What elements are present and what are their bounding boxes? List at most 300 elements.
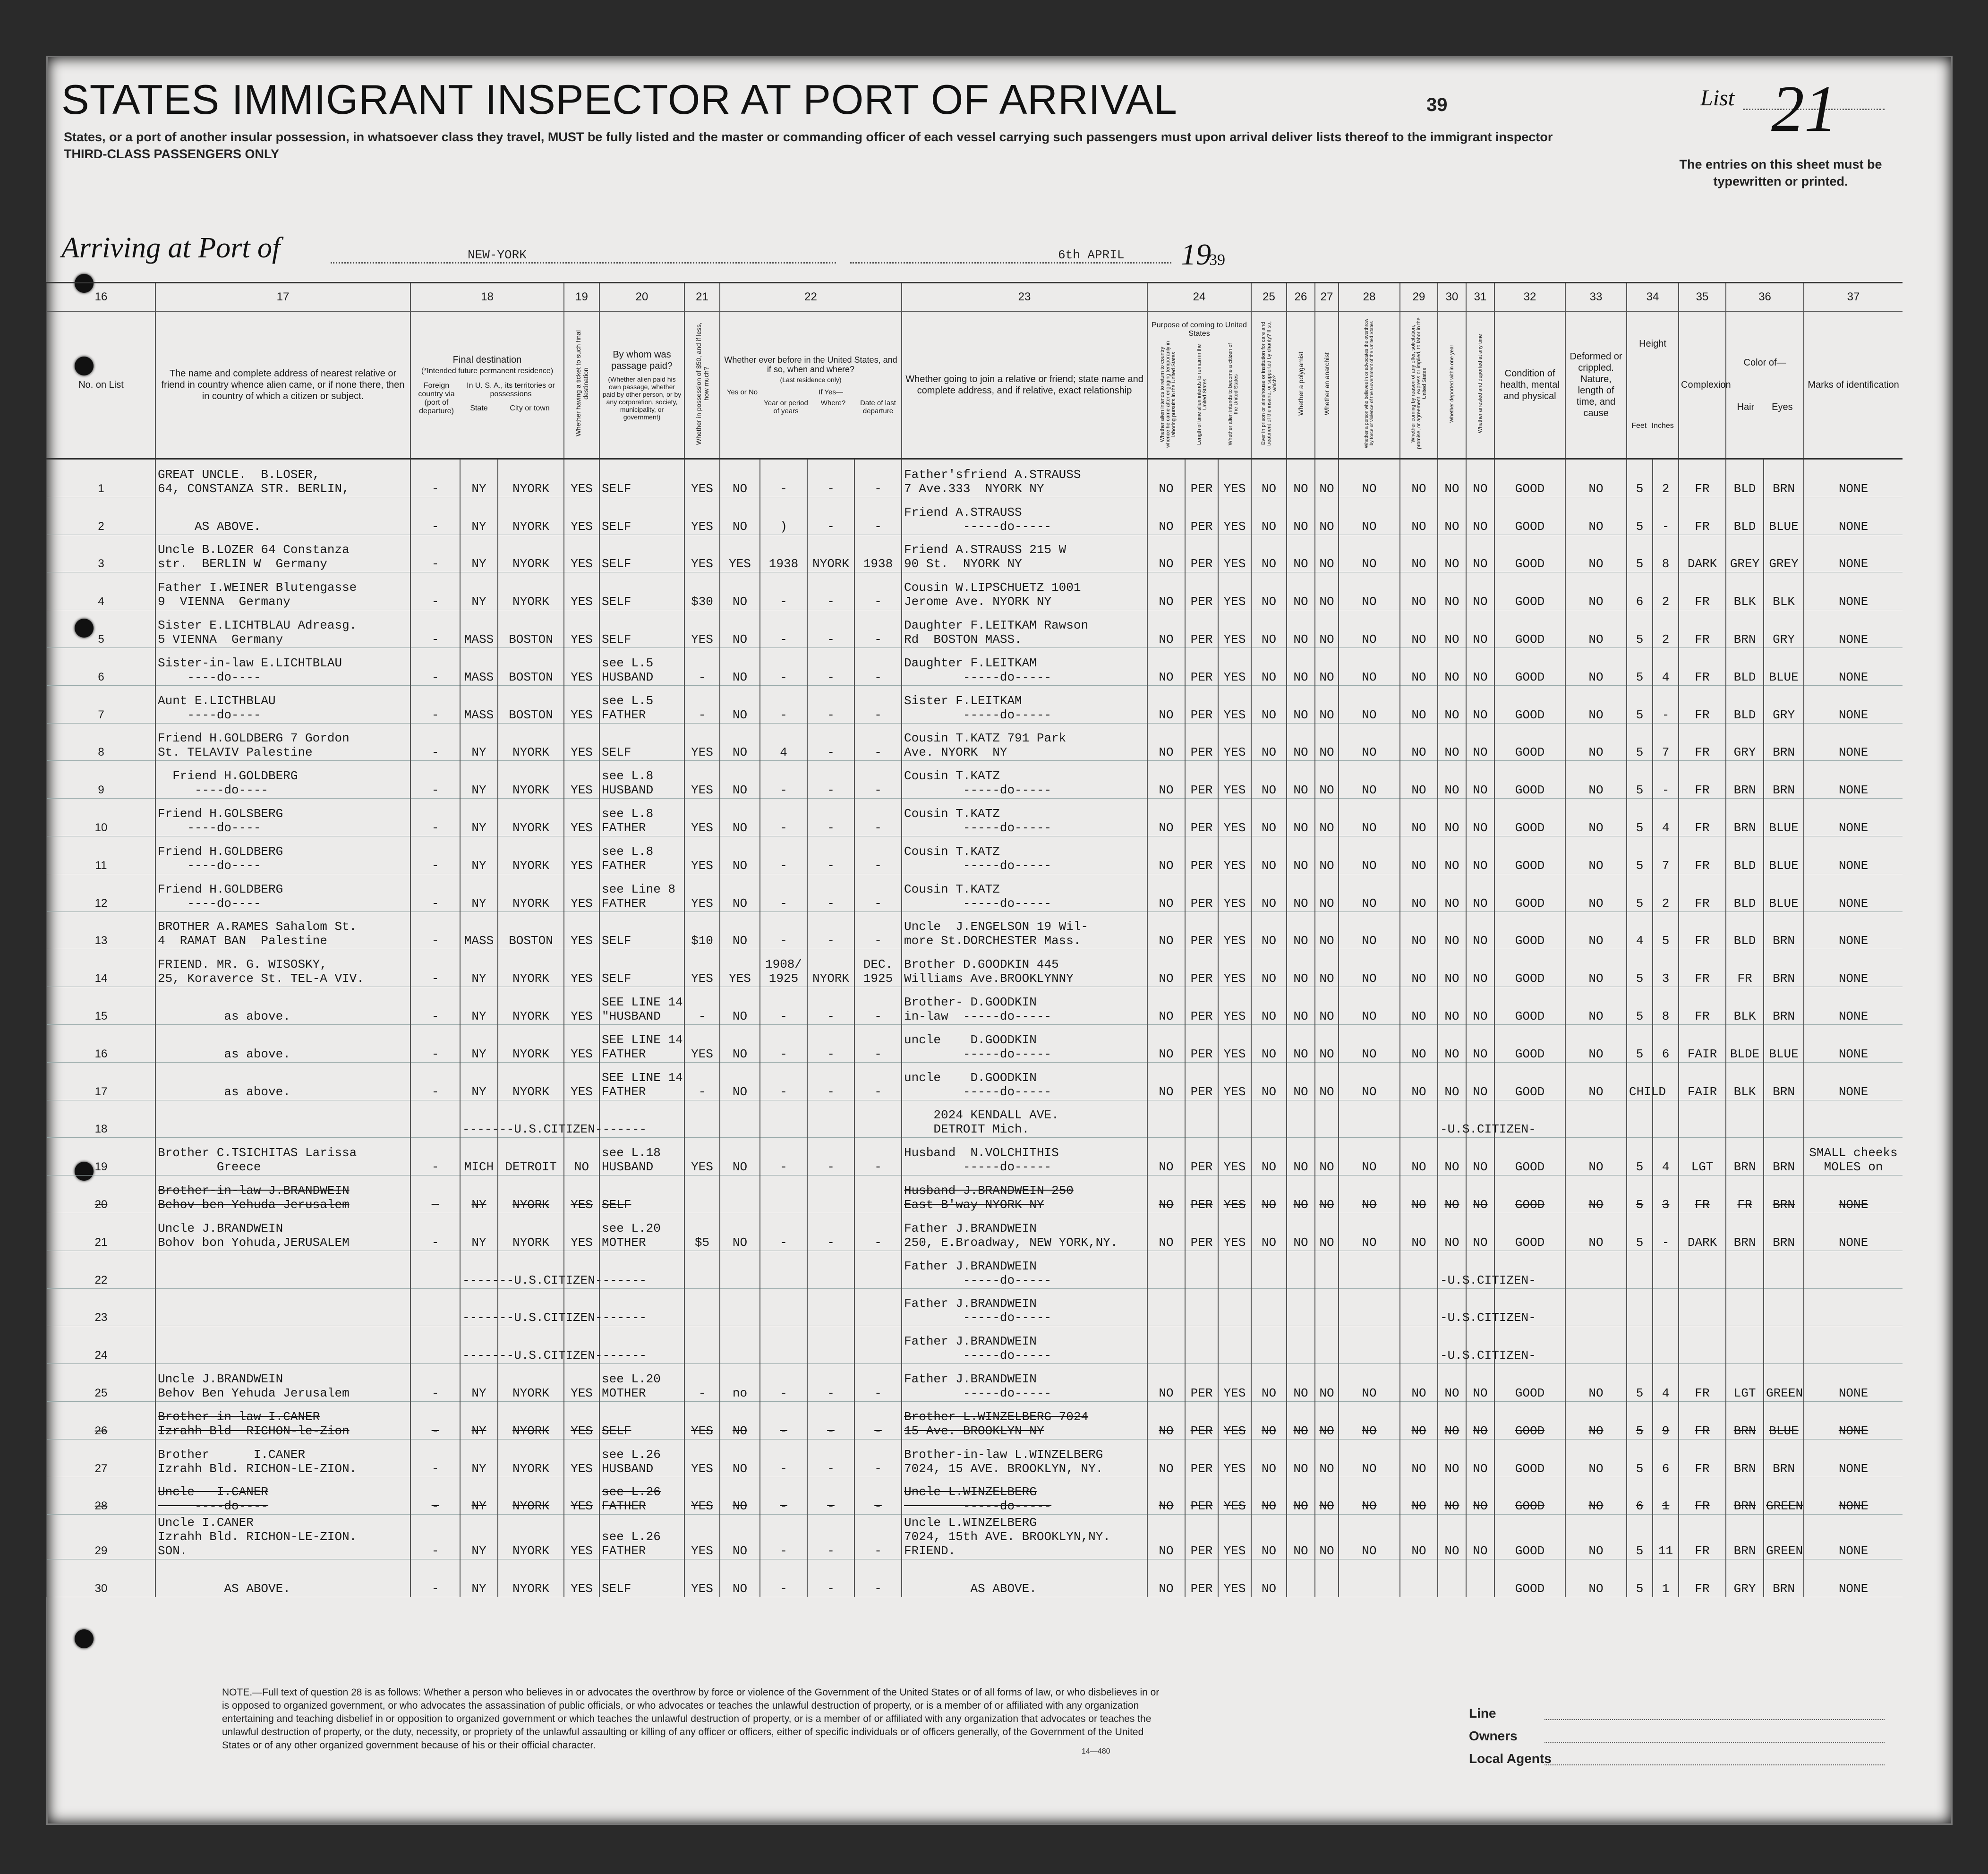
paid-by-cell: see L.26 FATHER	[599, 1515, 684, 1559]
feet-cell: 5	[1627, 1024, 1653, 1062]
departure-cell: -	[854, 1439, 902, 1477]
colnum-17: 17	[155, 283, 410, 312]
feet-cell: 5	[1627, 987, 1653, 1025]
city-cell: DETROIT	[498, 1138, 564, 1176]
where-cell: -	[807, 874, 854, 911]
inches-cell: 6	[1653, 1024, 1679, 1062]
ticket-cell: NO	[564, 1138, 599, 1176]
complexion-cell: FR	[1679, 1477, 1726, 1515]
anarchist-cell: NO	[1315, 1364, 1339, 1402]
purpose-length-cell: PER	[1185, 1176, 1218, 1213]
purpose-citizen-cell: YES	[1218, 723, 1251, 761]
state-cell: NY	[460, 874, 498, 911]
years-cell: -	[760, 647, 807, 685]
relative-cell: Friend H.GOLDBERG ----do----	[155, 874, 410, 911]
paid-by-cell: see L.26 HUSBAND	[599, 1439, 684, 1477]
labor-cell: NO	[1400, 987, 1438, 1025]
purpose-citizen-cell: YES	[1218, 459, 1251, 497]
prison-cell	[1251, 1288, 1287, 1326]
before-cell: NO	[720, 799, 760, 836]
deported-any-cell: NO	[1466, 647, 1494, 685]
complexion-cell	[1679, 1288, 1726, 1326]
departure-cell: -	[854, 1024, 902, 1062]
deformed-cell: NO	[1565, 497, 1627, 535]
purpose-return-cell: NO	[1147, 497, 1185, 535]
health-cell: GOOD	[1494, 1559, 1565, 1597]
marks-cell: NONE	[1804, 836, 1903, 874]
table-row	[47, 535, 1903, 572]
eyes-cell: GRY	[1764, 610, 1804, 648]
colnum-27: 27	[1315, 283, 1339, 312]
ticket-cell: YES	[564, 572, 599, 610]
ticket-cell: YES	[564, 685, 599, 723]
head-deformed: Deformed or crippled. Nature, length of time, and cause	[1565, 311, 1627, 459]
colnum-28: 28	[1339, 283, 1400, 312]
where-cell: -	[807, 647, 854, 685]
money-cell: YES	[684, 723, 720, 761]
polygamist-cell	[1287, 1288, 1315, 1326]
q28-cell: NO	[1339, 949, 1400, 987]
purpose-length-cell: PER	[1185, 874, 1218, 911]
foreign-country-cell: -	[410, 459, 460, 497]
purpose-citizen-cell: YES	[1218, 1559, 1251, 1597]
years-cell	[760, 1326, 807, 1364]
health-cell: GOOD	[1494, 1439, 1565, 1477]
deported-year-cell: NO	[1438, 647, 1466, 685]
table-row	[47, 1288, 1903, 1326]
eyes-cell: BLUE	[1764, 1401, 1804, 1439]
years-cell: -	[760, 987, 807, 1025]
health-cell: GOOD	[1494, 836, 1565, 874]
feet-cell: CHILD	[1627, 1062, 1653, 1100]
prison-cell	[1251, 1326, 1287, 1364]
deported-any-cell: NO	[1466, 1213, 1494, 1251]
paid-by-cell: SELF	[599, 949, 684, 987]
no-cell: 1	[47, 459, 155, 497]
health-cell: GOOD	[1494, 1024, 1565, 1062]
deformed-cell: NO	[1565, 911, 1627, 949]
list-label: List	[1700, 85, 1735, 111]
prison-cell: NO	[1251, 1515, 1287, 1559]
before-cell: NO	[720, 874, 760, 911]
anarchist-cell	[1315, 1251, 1339, 1288]
health-cell: GOOD	[1494, 1062, 1565, 1100]
foreign-country-cell: -	[410, 1364, 460, 1402]
state-cell: NY	[460, 572, 498, 610]
no-cell: 8	[47, 723, 155, 761]
where-cell: -	[807, 1515, 854, 1559]
departure-cell: -	[854, 1401, 902, 1439]
relative-cell: AS ABOVE.	[155, 1559, 410, 1597]
foreign-country-cell: -	[410, 1401, 460, 1439]
state-cell: -------U.S.CITIZEN-------	[460, 1251, 498, 1288]
prison-cell: NO	[1251, 647, 1287, 685]
colnum-36: 36	[1726, 283, 1804, 312]
head-final-destination	[410, 311, 564, 459]
ticket-cell: YES	[564, 535, 599, 572]
head-purpose-title: Purpose of coming to United States	[1152, 321, 1247, 338]
purpose-citizen-cell: YES	[1218, 1062, 1251, 1100]
polygamist-cell: NO	[1287, 1138, 1315, 1176]
table-row	[47, 1100, 1903, 1138]
no-cell: 2	[47, 497, 155, 535]
head-q28	[1339, 311, 1400, 459]
purpose-return-cell: NO	[1147, 1401, 1185, 1439]
paid-by-cell: SELF	[599, 610, 684, 648]
deported-any-cell: NO	[1466, 1439, 1494, 1477]
deported-any-cell: NO	[1466, 911, 1494, 949]
years-cell	[760, 1100, 807, 1138]
paid-by-cell: SELF	[599, 723, 684, 761]
money-cell: YES	[684, 874, 720, 911]
inches-cell: -	[1653, 497, 1679, 535]
eyes-cell: BRN	[1764, 911, 1804, 949]
deported-any-cell: NO	[1466, 497, 1494, 535]
purpose-return-cell: NO	[1147, 1062, 1185, 1100]
deported-year-cell: NO	[1438, 911, 1466, 949]
purpose-length-cell	[1185, 1100, 1218, 1138]
foreign-country-cell: -	[410, 1477, 460, 1515]
deformed-cell: NO	[1565, 1213, 1627, 1251]
hair-cell: BLD	[1726, 647, 1764, 685]
joining-cell: 2024 KENDALL AVE. DETROIT Mich.	[902, 1100, 1147, 1138]
before-cell: NO	[720, 1213, 760, 1251]
table-row	[47, 836, 1903, 874]
deformed-cell: NO	[1565, 1515, 1627, 1559]
inches-cell: 6	[1653, 1439, 1679, 1477]
feet-cell: 5	[1627, 610, 1653, 648]
polygamist-cell	[1287, 1100, 1315, 1138]
no-cell: 18	[47, 1100, 155, 1138]
hair-cell: BRN	[1726, 1401, 1764, 1439]
polygamist-cell: NO	[1287, 535, 1315, 572]
ticket-cell: YES	[564, 723, 599, 761]
inches-cell	[1653, 1326, 1679, 1364]
deported-year-cell: NO	[1438, 1176, 1466, 1213]
feet-cell: 5	[1627, 1138, 1653, 1176]
labor-cell: NO	[1400, 911, 1438, 949]
colnum-35: 35	[1679, 283, 1726, 312]
head-q28-text: Whether a person who believes in or advocates the overthrow by force or violence of the Government of the United States	[1364, 318, 1375, 449]
no-cell: 25	[47, 1364, 155, 1402]
prison-cell: NO	[1251, 497, 1287, 535]
departure-cell: -	[854, 647, 902, 685]
q28-cell	[1339, 1251, 1400, 1288]
relative-cell: GREAT UNCLE. B.LOSER, 64, CONSTANZA STR. BERLIN,	[155, 459, 410, 497]
eyes-cell: BRN	[1764, 1176, 1804, 1213]
purpose-return-cell: NO	[1147, 987, 1185, 1025]
marks-cell: NONE	[1804, 949, 1903, 987]
polygamist-cell: NO	[1287, 799, 1315, 836]
head-state: State	[470, 404, 488, 412]
purpose-citizen-cell: YES	[1218, 1477, 1251, 1515]
deported-year-cell: NO	[1438, 1213, 1466, 1251]
deported-year-cell: -U.S.CITIZEN-	[1438, 1288, 1466, 1326]
deported-year-cell: NO	[1438, 761, 1466, 799]
marks-cell	[1804, 1326, 1903, 1364]
anarchist-cell	[1315, 1326, 1339, 1364]
eyes-cell: BLUE	[1764, 497, 1804, 535]
deported-any-cell: NO	[1466, 1024, 1494, 1062]
purpose-return-cell: NO	[1147, 610, 1185, 648]
deported-any-cell	[1466, 1559, 1494, 1597]
deported-any-cell: NO	[1466, 1062, 1494, 1100]
colnum-16: 16	[47, 283, 155, 312]
hair-cell: GRY	[1726, 1559, 1764, 1597]
labor-cell: NO	[1400, 723, 1438, 761]
q28-cell: NO	[1339, 647, 1400, 685]
marks-cell: NONE	[1804, 1515, 1903, 1559]
q28-cell: NO	[1339, 836, 1400, 874]
q28-cell: NO	[1339, 1401, 1400, 1439]
labor-cell: NO	[1400, 497, 1438, 535]
purpose-return-cell: NO	[1147, 1515, 1185, 1559]
departure-cell: -	[854, 572, 902, 610]
no-cell: 22	[47, 1251, 155, 1288]
purpose-return-cell: NO	[1147, 1213, 1185, 1251]
anarchist-cell: NO	[1315, 723, 1339, 761]
head-final-destination-title: Final destination	[452, 355, 522, 365]
stamp-number: 39	[1426, 94, 1448, 115]
money-cell: YES	[684, 1401, 720, 1439]
table-row	[47, 1401, 1903, 1439]
eyes-cell: BRN	[1764, 723, 1804, 761]
money-cell	[684, 1100, 720, 1138]
purpose-return-cell: NO	[1147, 685, 1185, 723]
before-cell	[720, 1100, 760, 1138]
eyes-cell: GREEN	[1764, 1364, 1804, 1402]
money-cell: YES	[684, 1477, 720, 1515]
city-cell: NYORK	[498, 535, 564, 572]
no-cell: 26	[47, 1401, 155, 1439]
deported-year-cell: -U.S.CITIZEN-	[1438, 1326, 1466, 1364]
head-if-yes: If Yes—	[819, 388, 843, 396]
relative-cell: BROTHER A.RAMES Sahalom St. 4 RAMAT BAN Palestine	[155, 911, 410, 949]
city-cell: NYORK	[498, 572, 564, 610]
city-cell: BOSTON	[498, 610, 564, 648]
where-cell: NYORK	[807, 535, 854, 572]
no-cell: 20	[47, 1176, 155, 1213]
manifest-table-wrapper	[46, 282, 1903, 1699]
joining-cell: Friend A.STRAUSS 215 W 90 St. NYORK NY	[902, 535, 1147, 572]
head-fifty-dollars-text: Whether in possession of $50, and if less, how much?	[694, 322, 710, 445]
feet-cell	[1627, 1288, 1653, 1326]
eyes-cell: BRN	[1764, 1062, 1804, 1100]
q28-cell: NO	[1339, 459, 1400, 497]
ticket-cell: YES	[564, 1515, 599, 1559]
before-cell: NO	[720, 610, 760, 648]
prison-cell: NO	[1251, 1138, 1287, 1176]
joining-cell: uncle D.GOODKIN -----do-----	[902, 1062, 1147, 1100]
deformed-cell: NO	[1565, 1439, 1627, 1477]
head-fifty-dollars	[684, 311, 720, 459]
prison-cell: NO	[1251, 723, 1287, 761]
foreign-country-cell: -	[410, 1024, 460, 1062]
marks-cell: NONE	[1804, 1401, 1903, 1439]
ticket-cell: YES	[564, 874, 599, 911]
relative-cell: Uncle I.CANER Izrahh Bld. RICHON-LE-ZION. SON.	[155, 1515, 410, 1559]
head-color-title: Color of—	[1743, 358, 1786, 368]
city-cell: NYORK	[498, 1559, 564, 1597]
no-cell: 11	[47, 836, 155, 874]
before-cell: NO	[720, 1477, 760, 1515]
marks-cell: NONE	[1804, 572, 1903, 610]
no-cell: 14	[47, 949, 155, 987]
complexion-cell: FR	[1679, 459, 1726, 497]
years-cell: -	[760, 1364, 807, 1402]
years-cell: -	[760, 610, 807, 648]
anarchist-cell	[1315, 1559, 1339, 1597]
anarchist-cell: NO	[1315, 647, 1339, 685]
head-deported-year	[1438, 311, 1466, 459]
labor-cell	[1400, 1559, 1438, 1597]
head-purpose-a: Whether alien intends to return to country whence he came after engaging temporarily in laboring pursuits in the United States	[1160, 341, 1177, 448]
inches-cell	[1653, 1100, 1679, 1138]
marks-cell	[1804, 1251, 1903, 1288]
relative-cell: Friend H.GOLDBERG 7 Gordon St. TELAVIV Palestine	[155, 723, 410, 761]
city-cell: NYORK	[498, 874, 564, 911]
labor-cell: NO	[1400, 836, 1438, 874]
departure-cell	[854, 1251, 902, 1288]
hair-cell	[1726, 1251, 1764, 1288]
hair-cell: BRN	[1726, 610, 1764, 648]
money-cell: YES	[684, 1559, 720, 1597]
hair-cell: LGT	[1726, 1364, 1764, 1402]
deformed-cell: NO	[1565, 1062, 1627, 1100]
years-cell: -	[760, 1439, 807, 1477]
head-purpose-c: Whether alien intends to become a citizen of the United States	[1228, 343, 1239, 446]
head-city: City or town	[510, 404, 550, 412]
purpose-return-cell: NO	[1147, 723, 1185, 761]
deported-any-cell: NO	[1466, 1401, 1494, 1439]
joining-cell: Husband J.BRANDWEIN 250 East B'way NYORK NY	[902, 1176, 1147, 1213]
labor-cell: NO	[1400, 647, 1438, 685]
paid-by-cell: SELF	[599, 572, 684, 610]
purpose-return-cell: NO	[1147, 949, 1185, 987]
deported-year-cell: NO	[1438, 610, 1466, 648]
joining-cell: Sister F.LEITKAM -----do-----	[902, 685, 1147, 723]
anarchist-cell	[1315, 1100, 1339, 1138]
labor-cell: NO	[1400, 949, 1438, 987]
relative-cell: AS ABOVE.	[155, 497, 410, 535]
foreign-country-cell	[410, 1251, 460, 1288]
inches-cell: 3	[1653, 949, 1679, 987]
line-label: Line	[1469, 1706, 1496, 1721]
purpose-citizen-cell: YES	[1218, 949, 1251, 987]
purpose-return-cell: NO	[1147, 874, 1185, 911]
inches-cell: 4	[1653, 647, 1679, 685]
city-cell: NYORK	[498, 1176, 564, 1213]
feet-cell: 5	[1627, 799, 1653, 836]
relative-cell: Friend H.GOLDBERG ----do----	[155, 836, 410, 874]
labor-cell: NO	[1400, 1477, 1438, 1515]
ticket-cell: YES	[564, 836, 599, 874]
purpose-return-cell	[1147, 1288, 1185, 1326]
money-cell: YES	[684, 799, 720, 836]
complexion-cell: FR	[1679, 685, 1726, 723]
marks-cell: NONE	[1804, 497, 1903, 535]
relative-cell: Uncle I.CANER ----do----	[155, 1477, 410, 1515]
marks-cell: NONE	[1804, 1176, 1903, 1213]
city-cell: BOSTON	[498, 647, 564, 685]
colnum-25: 25	[1251, 283, 1287, 312]
anarchist-cell	[1315, 1288, 1339, 1326]
foreign-country-cell: -	[410, 685, 460, 723]
deformed-cell: NO	[1565, 1024, 1627, 1062]
inches-cell	[1653, 1288, 1679, 1326]
paid-by-cell: see Line 8 FATHER	[599, 874, 684, 911]
colnum-18: 18	[410, 283, 564, 312]
table-row	[47, 647, 1903, 685]
labor-cell: NO	[1400, 572, 1438, 610]
state-cell: NY	[460, 836, 498, 874]
table-row	[47, 1477, 1903, 1515]
state-cell: -------U.S.CITIZEN-------	[460, 1100, 498, 1138]
q28-cell: NO	[1339, 497, 1400, 535]
purpose-length-cell: PER	[1185, 1559, 1218, 1597]
health-cell: GOOD	[1494, 1477, 1565, 1515]
departure-cell	[854, 1176, 902, 1213]
ticket-cell: YES	[564, 1401, 599, 1439]
anarchist-cell: NO	[1315, 459, 1339, 497]
deformed-cell: NO	[1565, 1477, 1627, 1515]
relative-cell: Brother-in-law J.BRANDWEIN Behov ben Yehuda Jerusalem	[155, 1176, 410, 1213]
purpose-citizen-cell	[1218, 1288, 1251, 1326]
labor-cell: NO	[1400, 610, 1438, 648]
q28-cell: NO	[1339, 1024, 1400, 1062]
purpose-return-cell: NO	[1147, 911, 1185, 949]
prison-cell	[1251, 1251, 1287, 1288]
prison-cell: NO	[1251, 535, 1287, 572]
relative-cell: Father I.WEINER Blutengasse 9 VIENNA Germany	[155, 572, 410, 610]
years-cell: -	[760, 1138, 807, 1176]
labor-cell: NO	[1400, 1176, 1438, 1213]
purpose-citizen-cell	[1218, 1326, 1251, 1364]
money-cell: $10	[684, 911, 720, 949]
deported-any-cell: NO	[1466, 1477, 1494, 1515]
head-marks: Marks of identification	[1804, 311, 1903, 459]
owners-field	[1544, 1742, 1885, 1743]
labor-cell: NO	[1400, 1024, 1438, 1062]
health-cell: GOOD	[1494, 1138, 1565, 1176]
deported-year-cell: NO	[1438, 1138, 1466, 1176]
money-cell: YES	[684, 836, 720, 874]
inches-cell: 8	[1653, 535, 1679, 572]
deported-any-cell: NO	[1466, 761, 1494, 799]
ticket-cell: YES	[564, 761, 599, 799]
joining-cell: Cousin T.KATZ -----do-----	[902, 799, 1147, 836]
inches-cell: 4	[1653, 1138, 1679, 1176]
health-cell: GOOD	[1494, 497, 1565, 535]
years-cell: -	[760, 761, 807, 799]
q28-cell: NO	[1339, 610, 1400, 648]
relative-cell: Sister-in-law E.LICHTBLAU ----do----	[155, 647, 410, 685]
deformed-cell	[1565, 1100, 1627, 1138]
feet-cell: 5	[1627, 535, 1653, 572]
eyes-cell	[1764, 1288, 1804, 1326]
purpose-citizen-cell: YES	[1218, 1515, 1251, 1559]
no-cell: 10	[47, 799, 155, 836]
years-cell: -	[760, 1515, 807, 1559]
purpose-return-cell: NO	[1147, 1176, 1185, 1213]
health-cell: GOOD	[1494, 949, 1565, 987]
years-cell: -	[760, 1213, 807, 1251]
deported-year-cell	[1438, 1559, 1466, 1597]
prison-cell: NO	[1251, 949, 1287, 987]
paid-by-cell: SELF	[599, 535, 684, 572]
joining-cell: Brother L.WINZELBERG 7024 15 Ave. BROOKLYN NY	[902, 1401, 1147, 1439]
foreign-country-cell: -	[410, 836, 460, 874]
